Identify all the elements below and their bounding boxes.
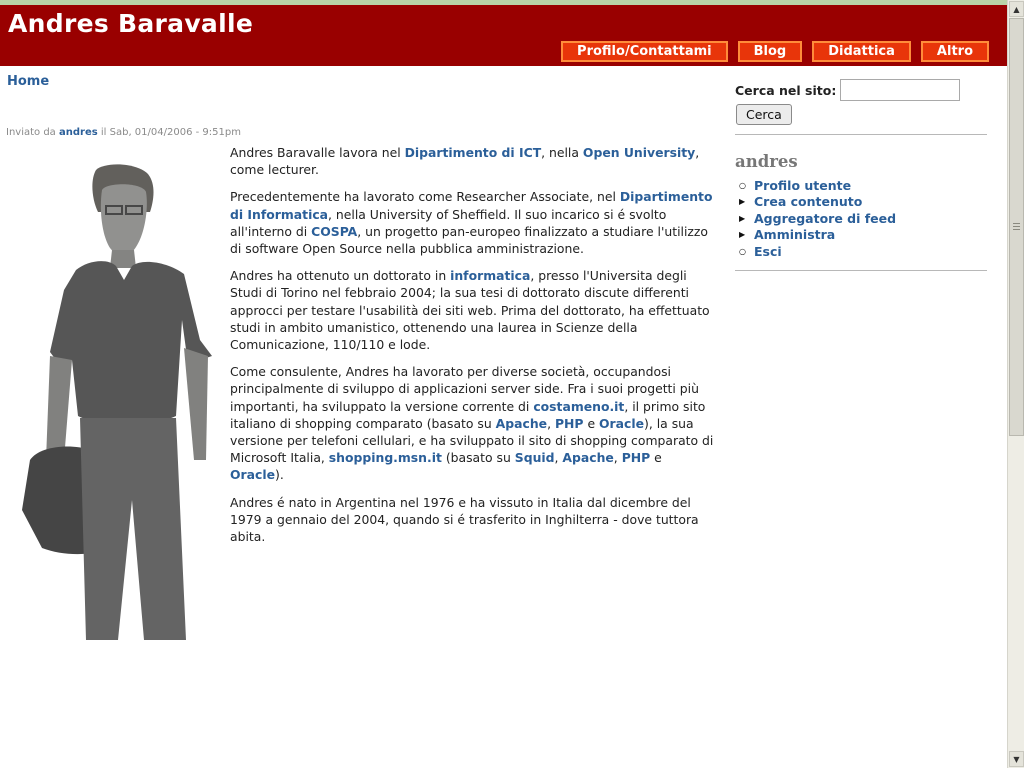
squid-link[interactable]: Squid [514, 450, 555, 466]
oracle-link[interactable]: Oracle [230, 467, 276, 483]
search-block [735, 79, 987, 125]
oracle-link[interactable]: Oracle [599, 415, 645, 431]
php-link[interactable]: PHP [621, 450, 651, 466]
user-menu-amministra-link[interactable]: Amministra [754, 227, 836, 243]
user-block-title: andres [735, 152, 798, 171]
paragraph-text: , [613, 450, 622, 466]
scroll-down-icon[interactable]: ▼ [1009, 751, 1024, 767]
sidebar-divider [735, 134, 987, 135]
paragraph-text: Andres ha ottenuto un dottorato in [230, 268, 451, 284]
php-link[interactable]: PHP [554, 415, 584, 431]
paragraph-text: , il primo sito italiano di shopping comparato (basato su [230, 398, 706, 431]
paragraph-text: ), la sua versione per telefoni cellulari, e ha sviluppato il sito di shopping comparato di Microsoft Italia, [230, 415, 714, 466]
paragraph-text: (basato su [441, 450, 515, 466]
search-input[interactable] [840, 79, 960, 101]
site-title[interactable]: Andres Baravalle [8, 9, 254, 38]
user-menu-item[interactable] [739, 194, 987, 211]
user-menu-item[interactable] [739, 227, 987, 244]
author-link[interactable]: andres [59, 127, 98, 138]
user-menu [735, 177, 987, 270]
user-menu-esci-link[interactable]: Esci [754, 243, 782, 259]
paragraph-text: Precedentemente ha lavorato come Researcher Associate, nel [230, 189, 620, 205]
paragraph-text: , [547, 415, 555, 431]
article-paragraph [230, 494, 715, 546]
paragraph-text: ). [275, 467, 284, 483]
dipartimento-ict-link[interactable]: Dipartimento di ICT [404, 145, 542, 160]
triangle-bullet-icon: ▶ [739, 213, 746, 223]
triangle-bullet-icon: ▶ [739, 197, 746, 207]
paragraph-text: e [583, 415, 600, 431]
costameno-link[interactable]: costameno.it [533, 398, 625, 414]
site-header [0, 5, 1007, 66]
sidebar [735, 76, 987, 271]
triangle-bullet-icon: ▶ [739, 230, 746, 240]
search-button[interactable]: Cerca [736, 104, 792, 125]
search-row [735, 79, 987, 101]
informatica-link[interactable]: informatica [450, 268, 531, 284]
author-photo [16, 160, 226, 640]
shopping-msn-link[interactable]: shopping.msn.it [328, 450, 442, 466]
dipartimento-informatica-link[interactable]: Dipartimento di Informatica [230, 189, 713, 222]
user-menu-aggregatore-link[interactable]: Aggregatore di feed [754, 210, 897, 226]
submitted-info [6, 127, 241, 138]
circle-bullet-icon: ○ [739, 246, 746, 256]
paragraph-text: Andres é nato in Argentina nel 1976 e ha vissuto in Italia dal dicembre del 1979 a gennaio del 2004, quando si é trasferito in Inghilterra - dove tuttora abita. [230, 494, 699, 545]
grip-icon [1013, 223, 1020, 232]
nav-tab-altro[interactable]: Altro [921, 41, 989, 62]
paragraph-text: , nella University of Sheffield. Il suo incarico si é svolto all'interno di [230, 206, 667, 239]
nav-tab-didattica[interactable]: Didattica [812, 41, 911, 62]
apache-link[interactable]: Apache [495, 415, 548, 431]
cospa-link[interactable]: COSPA [311, 223, 358, 239]
scrollbar-thumb[interactable] [1009, 18, 1024, 436]
user-menu-item[interactable] [739, 243, 987, 260]
user-menu-item[interactable] [739, 177, 987, 194]
user-menu-profilo-link[interactable]: Profilo utente [754, 177, 852, 193]
paragraph-text: , un progetto pan-europeo finalizzato a studiare l'utilizzo di software Open Source nella pubblica amministrazione. [230, 223, 709, 257]
paragraph-text: , presso l'Universita degli Studi di Torino nel febbraio 2004; la sua tesi di dottorato discute differenti approcci per testare l'usabilità dei siti web. Prima del dottorato, ha effettuato studi in ambito umanistico, ottenendo una laurea in Scienze della Comunicazione, 110/110 e lode. [230, 268, 710, 353]
nav-tab-blog[interactable]: Blog [738, 41, 803, 62]
article-paragraph [230, 188, 715, 257]
article-paragraph [230, 267, 715, 353]
sidebar-divider [735, 270, 987, 271]
circle-bullet-icon: ○ [739, 180, 746, 190]
article-paragraph [230, 144, 715, 178]
primary-nav [561, 41, 989, 62]
scroll-up-icon[interactable]: ▲ [1009, 1, 1024, 17]
breadcrumb-home-link[interactable]: Home [7, 74, 50, 89]
user-menu-item[interactable] [739, 210, 987, 227]
paragraph-text: Andres Baravalle lavora nel [230, 145, 405, 160]
vertical-scrollbar[interactable] [1007, 0, 1024, 768]
paragraph-text: e [650, 450, 662, 466]
search-label: Cerca nel sito: [735, 82, 837, 98]
paragraph-text: , [554, 450, 563, 466]
apache-link[interactable]: Apache [562, 450, 614, 466]
paragraph-text: Come consulente, Andres ha lavorato per diverse società, occupandosi principalmente di sviluppo di applicazioni server side. Fra i suoi progetti più importanti, ha sviluppato la versione corrente di [230, 364, 699, 414]
nav-tab-profilo[interactable]: Profilo/Contattami [561, 41, 728, 62]
paragraph-text: , nella [541, 145, 583, 160]
user-menu-crea-link[interactable]: Crea contenuto [754, 194, 863, 210]
paragraph-text: , come lecturer. [230, 145, 700, 178]
submitted-prefix: Inviato da [6, 127, 56, 138]
article-body [230, 144, 715, 555]
breadcrumb [7, 74, 49, 89]
article-paragraph [230, 363, 715, 483]
open-university-link[interactable]: Open University [582, 145, 696, 160]
submitted-date: il Sab, 01/04/2006 - 9:51pm [100, 127, 241, 138]
